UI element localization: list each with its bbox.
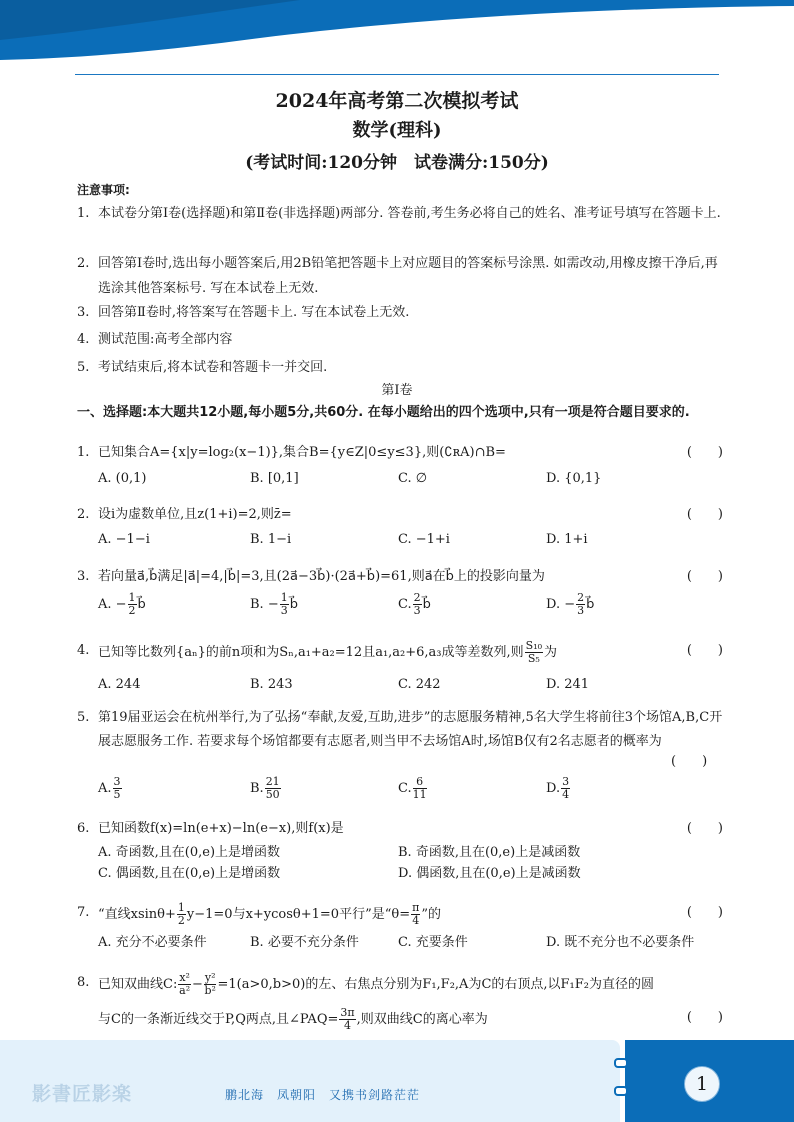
notice-item <box>77 201 723 226</box>
fraction-denominator: 4 <box>562 788 570 801</box>
footer-logo: 影書匠影楽 <box>32 1083 133 1105</box>
question-stem <box>98 902 723 927</box>
option-c <box>398 776 428 801</box>
option-b <box>250 776 282 801</box>
stem-text: ,则双曲线C的离心率为 <box>356 1012 488 1027</box>
question-3 <box>77 566 723 588</box>
footer-slogan: 鹏北海 凤朝阳 又携书剑路茫茫 <box>225 1088 421 1102</box>
answer-bracket: ( ) <box>686 445 723 460</box>
answer-bracket: ( ) <box>686 905 723 920</box>
fraction-denominator: 4 <box>343 1019 351 1032</box>
option-b: B. 1−i <box>250 532 292 547</box>
fraction-denominator: 3 <box>577 604 585 617</box>
question-number: 7. <box>77 905 90 920</box>
option-b: B. 必要不充分条件 <box>250 935 359 950</box>
fraction-numerator: x² <box>179 971 190 984</box>
option-c <box>398 592 431 617</box>
part-heading: 一、选择题:本大题共12小题,每小题5分,共60分. 在每小题给出的四个选项中,只有一项是符合题目要求的. <box>77 405 690 420</box>
option-suffix: b⃗ <box>137 597 146 612</box>
fraction <box>204 972 217 997</box>
exam-time-info: (考试时间:120分钟 试卷满分:150分) <box>245 153 549 173</box>
page-number: 1 <box>684 1066 720 1102</box>
option-b <box>250 592 298 617</box>
fraction-denominator: 4 <box>412 914 420 927</box>
notice-item-number: 2. <box>77 256 90 271</box>
fraction <box>413 776 427 801</box>
question-stem <box>98 972 723 997</box>
fraction-denominator: a² <box>179 984 191 997</box>
fraction <box>413 592 422 617</box>
option-b: B. [0,1] <box>250 471 299 486</box>
option-d: D. 1+i <box>546 532 588 547</box>
question-number: 6. <box>77 821 90 836</box>
fraction <box>411 902 420 927</box>
fraction-numerator: 3 <box>562 775 570 788</box>
section-title: 第Ⅰ卷 <box>381 383 413 398</box>
option-label: B. <box>250 781 264 796</box>
notice-heading: 注意事项: <box>77 183 130 197</box>
question-8 <box>77 972 723 997</box>
stem-text: − <box>191 977 203 992</box>
notice-item-number: 5. <box>77 360 90 375</box>
fraction-denominator: 2 <box>177 914 185 927</box>
question-8-line2 <box>77 1007 723 1032</box>
option-label: B. − <box>250 597 279 612</box>
answer-bracket: ( ) <box>686 643 723 658</box>
fraction-numerator: 1 <box>128 591 136 604</box>
answer-bracket: ( ) <box>671 754 708 769</box>
fraction <box>561 776 570 801</box>
question-stem <box>98 640 723 665</box>
question-stem: 第19届亚运会在杭州举行,为了弘扬“奉献,友爱,互助,进步”的志愿服务精神,5名大学生将前往3个场馆A,B,C开展志愿服务工作. 若要求每个场馆都要有志愿者,则当甲不去场馆A时,场馆B仅有2名志愿者的概率为 <box>98 710 723 749</box>
notice-item-text: 回答第Ⅰ卷时,选出每小题答案后,用2B铅笔把答题卡上对应题目的答案标号涂黑. 如需改动,用橡皮擦干净后,再选涂其他答案标号. 写在本试卷上无效. <box>98 256 718 296</box>
fraction-numerator: π <box>412 901 420 914</box>
fraction-denominator: 11 <box>412 788 427 801</box>
option-d <box>546 776 571 801</box>
fraction <box>280 592 289 617</box>
fraction <box>525 640 543 665</box>
option-d: D. 既不充分也不必要条件 <box>546 935 695 950</box>
fraction <box>177 902 186 927</box>
question-number: 3. <box>77 569 90 584</box>
stem-text: “直线xsinθ+ <box>98 907 176 922</box>
option-c: C. 偶函数,且在(0,e)上是增函数 <box>98 866 281 881</box>
fraction-denominator: 2 <box>128 604 136 617</box>
notice-item <box>77 355 723 380</box>
question-number: 1. <box>77 445 90 460</box>
stem-text: 已知双曲线C: <box>98 977 178 992</box>
binder-ring-icon <box>614 1086 628 1096</box>
option-suffix: b⃗ <box>422 597 431 612</box>
stem-text: 与C的一条渐近线交于P,Q两点,且∠PAQ= <box>98 1012 339 1027</box>
stem-text: y−1=0与x+ycosθ+1=0平行”是“θ= <box>186 907 411 922</box>
header-swoosh-decoration <box>0 0 794 60</box>
option-d <box>546 592 594 617</box>
stem-text: ”的 <box>421 907 441 922</box>
notice-item-number: 3. <box>77 305 90 320</box>
fraction-denominator: 5 <box>113 788 121 801</box>
option-a: A. −1−i <box>98 532 150 547</box>
stem-text: 已知等比数列{aₙ}的前n项和为Sₙ,a₁+a₂=12且a₁,a₂+6,a₃成等差数列,则 <box>98 645 524 660</box>
exam-subject: 数学(理科) <box>352 120 442 141</box>
notice-item-number: 4. <box>77 332 90 347</box>
option-d: D. {0,1} <box>546 471 602 486</box>
fraction-numerator: 1 <box>280 591 288 604</box>
fraction-numerator: 21 <box>265 775 280 788</box>
question-stem: 若向量a⃗,b⃗满足|a⃗|=4,|b⃗|=3,且(2a⃗−3b⃗)·(2a⃗+b⃗)=61,则a⃗在b⃗上的投影向量为 <box>98 569 545 584</box>
question-number: 5. <box>77 710 90 725</box>
option-c: C. 充要条件 <box>398 935 468 950</box>
option-a: A. 244 <box>98 677 141 692</box>
notice-item <box>77 327 723 352</box>
answer-bracket: ( ) <box>686 507 723 522</box>
notice-item-text: 测试范围:高考全部内容 <box>98 332 233 347</box>
header-rule <box>75 74 719 75</box>
option-label: D. − <box>546 597 576 612</box>
option-label: A. <box>98 781 112 796</box>
fraction-denominator: 3 <box>413 604 421 617</box>
fraction-numerator: 1 <box>177 901 185 914</box>
notice-item <box>77 300 723 325</box>
option-d: D. 偶函数,且在(0,e)上是减函数 <box>398 866 581 881</box>
fraction <box>576 592 585 617</box>
fraction <box>128 592 137 617</box>
fraction <box>113 776 122 801</box>
fraction <box>265 776 281 801</box>
answer-bracket: ( ) <box>686 1010 723 1025</box>
question-7 <box>77 902 723 927</box>
fraction-numerator: 2 <box>577 591 585 604</box>
option-a <box>98 776 123 801</box>
option-label: C. <box>398 597 412 612</box>
binder-ring-icon <box>614 1058 628 1068</box>
notice-item-text: 回答第Ⅱ卷时,将答案写在答题卡上. 写在本试卷上无效. <box>98 305 410 320</box>
fraction-numerator: S₁₀ <box>525 639 543 652</box>
question-stem: 已知函数f(x)=ln(e+x)−ln(e−x),则f(x)是 <box>98 821 344 836</box>
stem-text: =1(a>0,b>0)的左、右焦点分别为F₁,F₂,A为C的右顶点,以F₁F₂为直径的圆 <box>217 977 654 992</box>
question-4 <box>77 640 723 665</box>
question-5 <box>77 706 723 753</box>
option-label: D. <box>546 781 561 796</box>
stem-text: 为 <box>544 645 558 660</box>
question-number: 4. <box>77 643 90 658</box>
option-label: A. − <box>98 597 127 612</box>
question-2 <box>77 504 723 526</box>
option-suffix: b⃗ <box>586 597 595 612</box>
fraction-denominator: S₅ <box>527 652 540 665</box>
fraction-numerator: 3 <box>113 775 121 788</box>
question-stem: 设i为虚数单位,且z(1+i)=2,则z̄= <box>98 507 292 522</box>
fraction-numerator: 6 <box>413 776 427 789</box>
exam-title: 2024年高考第二次模拟考试 <box>275 90 519 112</box>
fraction-numerator: 2 <box>413 591 421 604</box>
option-c: C. 242 <box>398 677 441 692</box>
fraction-denominator: 3 <box>280 604 288 617</box>
notice-item-number: 1. <box>77 206 90 221</box>
fraction-denominator: b² <box>204 984 216 997</box>
notice-item-text: 考试结束后,将本试卷和答题卡一并交回. <box>98 360 328 375</box>
fraction <box>339 1007 355 1032</box>
option-suffix: b⃗ <box>289 597 298 612</box>
option-c: C. ∅ <box>398 471 428 486</box>
question-stem: 已知集合A={x|y=log₂(x−1)},集合B={y∈Z|0≤y≤3},则(∁ʀA)∩B= <box>98 445 506 460</box>
option-a: A. (0,1) <box>98 471 147 486</box>
question-1 <box>77 442 723 464</box>
option-label: C. <box>398 781 412 796</box>
option-b: B. 奇函数,且在(0,e)上是减函数 <box>398 845 581 860</box>
option-a <box>98 592 146 617</box>
fraction-numerator: 3π <box>340 1006 355 1019</box>
fraction <box>178 972 191 997</box>
notice-item <box>77 251 723 301</box>
notice-item-text: 本试卷分第Ⅰ卷(选择题)和第Ⅱ卷(非选择题)两部分. 答卷前,考生务必将自己的姓名、准考证号填写在答题卡上. <box>98 206 721 221</box>
fraction-denominator: 50 <box>265 788 280 801</box>
question-number: 8. <box>77 975 90 990</box>
option-a: A. 奇函数,且在(0,e)上是增函数 <box>98 845 281 860</box>
question-number: 2. <box>77 507 90 522</box>
answer-bracket: ( ) <box>686 821 723 836</box>
question-stem <box>98 1007 723 1032</box>
option-c: C. −1+i <box>398 532 450 547</box>
option-b: B. 243 <box>250 677 293 692</box>
option-d: D. 241 <box>546 677 590 692</box>
question-6 <box>77 818 723 840</box>
option-a: A. 充分不必要条件 <box>98 935 207 950</box>
answer-bracket: ( ) <box>686 569 723 584</box>
fraction-numerator: y² <box>204 971 216 984</box>
